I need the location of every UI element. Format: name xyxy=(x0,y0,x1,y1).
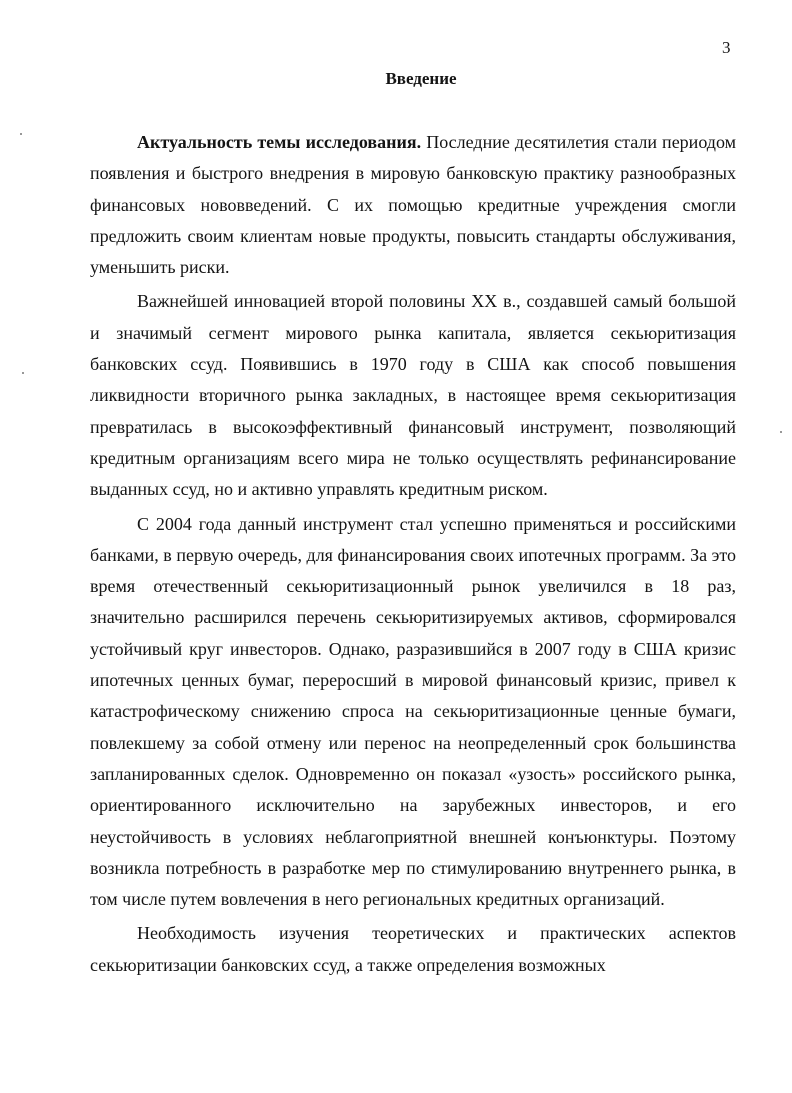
body-text xyxy=(90,127,736,981)
paragraph-text: Последние десятилетия стали периодом появления и быстрого внедрения в мировую банковскую практику разнообразных финансовых нововведений. С их помощью кредитные учреждения смогли предложить своим клиентам новые продукты, повысить стандарты обслуживания, уменьшить риски. xyxy=(90,132,737,278)
paragraph-lead: Актуальность темы исследования. xyxy=(137,132,422,152)
page-number: 3 xyxy=(722,38,731,57)
scan-speck xyxy=(20,133,22,135)
scan-speck xyxy=(22,372,24,374)
paragraph-innovation: Важнейшей инновацией второй половины XX в., создавшей самый большой и значимый сегмент мирового рынка капитала, является секьюритизация банковских ссуд. Появившись в 1970 году в США как способ повышения ликвидности вторичного рынка закладных, в настоящее время секьюритизация превратилась в высокоэффективный финансовый инструмент, позволяющий кредитным организациям всего мира не только осуществлять рефинансирование выданных ссуд, но и активно управлять кредитным риском. xyxy=(90,291,736,500)
paragraph-russian-market: С 2004 года данный инструмент стал успешно применяться и российскими банками, в первую очередь, для финансирования своих ипотечных программ. За это время отечественный секьюритизационный рынок увеличился в 18 раз, значительно расширился перечень секьюритизируемых активов, сформировался устойчивый круг инвесторов. Однако, разразившийся в 2007 году в США кризис ипотечных ценных бумаг, переросший в мировой финансовый кризис, привел к катастрофическому снижению спроса на секьюритизационные ценные бумаги, повлекшему за собой отмену или перенос на неопределенный срок большинства запланированных сделок. Одновременно он показал «узость» российского рынка, ориентированного исключительно на зарубежных инвесторов, и его неустойчивость в условиях неблагоприятной внешней конъюнктуры. Поэтому возникла потребность в разработке мер по стимулированию внутреннего рынка, в том числе путем вовлечения в него региональных кредитных организаций. xyxy=(90,513,736,910)
paragraph-relevance xyxy=(90,127,736,283)
section-heading: Введение xyxy=(385,69,457,88)
scan-speck xyxy=(780,431,782,433)
paragraph-necessity: Необходимость изучения теоретических и практических аспектов секьюритизации банковских ссуд, а также определения возможных xyxy=(90,923,736,975)
